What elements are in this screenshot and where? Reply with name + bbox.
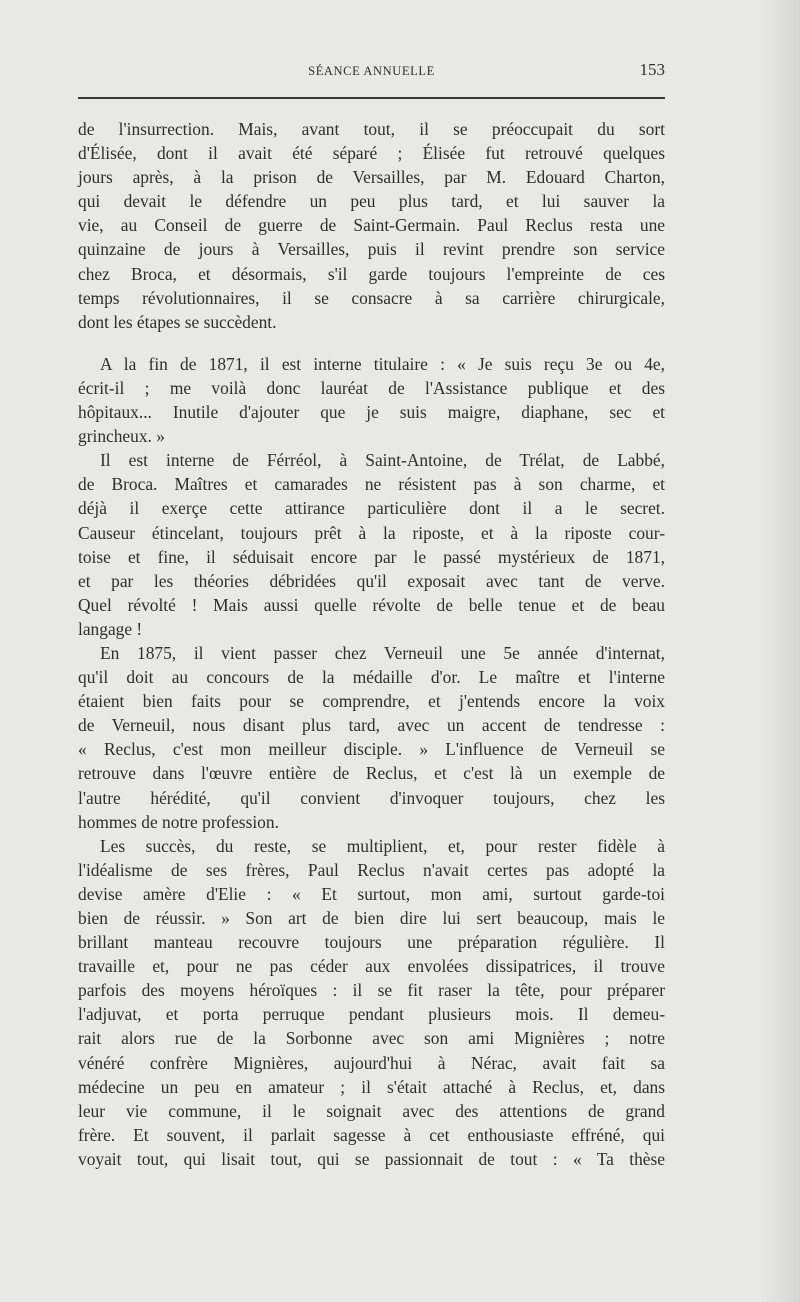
text-line: voyait tout, qui lisait tout, qui se passionnait de tout : « Ta thèse	[78, 1148, 665, 1169]
text-line: l'adjuvat, et porta perruque pendant plusieurs mois. Il demeu-	[78, 1004, 665, 1025]
text-line: brillant manteau recouvre toujours une préparation régulière. Il	[78, 932, 665, 953]
text-line: l'autre hérédité, qu'il convient d'invoquer toujours, chez les	[78, 787, 665, 808]
text-line: travaille et, pour ne pas céder aux envolées dissipatrices, il trouve	[78, 956, 665, 977]
text-line: jours après, à la prison de Versailles, par M. Edouard Charton,	[78, 167, 665, 188]
text-line: A la fin de 1871, il est interne titulaire : « Je suis reçu 3e ou 4e,	[100, 353, 665, 374]
text-line: de l'insurrection. Mais, avant tout, il se préoccupait du sort	[78, 119, 665, 139]
text-line: grincheux. »	[78, 426, 165, 447]
text-line: langage !	[78, 618, 143, 639]
text-line: hôpitaux... Inutile d'ajouter que je suis maigre, diaphane, sec et	[78, 402, 665, 423]
text-line: déjà il exerçe cette attirance particulière dont il a le secret.	[78, 498, 665, 519]
text-line: Il est interne de Férréol, à Saint-Antoine, de Trélat, de Labbé,	[100, 450, 665, 471]
text-line: hommes de notre profession.	[78, 811, 279, 832]
text-line: chez Broca, et désormais, s'il garde toujours l'empreinte de ces	[78, 263, 665, 284]
text-line: dont les étapes se succèdent.	[78, 311, 277, 332]
running-head	[78, 60, 665, 84]
text-line: l'idéalisme de ses frères, Paul Reclus n'avait certes pas adopté la	[78, 859, 665, 880]
text-line: Quel révolté ! Mais aussi quelle révolte de belle tenue et de beau	[78, 594, 665, 615]
text-line: devise amère d'Elie : « Et surtout, mon ami, surtout garde-toi	[78, 883, 665, 904]
text-line: temps révolutionnaires, il se consacre à sa carrière chirurgicale,	[78, 287, 665, 308]
paragraph	[78, 352, 665, 448]
page-number: 153	[639, 60, 665, 79]
running-head-title: SÉANCE ANNUELLE	[308, 64, 435, 78]
paragraph	[78, 641, 665, 834]
text-line: écrit-il ; me voilà donc lauréat de l'Assistance publique et des	[78, 377, 665, 398]
text-line: rait alors rue de la Sorbonne avec son ami Mignières ; notre	[78, 1028, 665, 1049]
text-line: et par les théories débridées qu'il exposait avec tant de verve.	[78, 570, 665, 591]
text-line: retrouve dans l'œuvre entière de Reclus, et c'est là un exemple de	[78, 763, 665, 784]
paragraph	[78, 448, 665, 641]
text-line: toise et fine, il séduisait encore par le passé mystérieux de 1871,	[78, 546, 665, 567]
text-line: de Broca. Maîtres et camarades ne résistent pas à son charme, et	[78, 474, 665, 495]
text-line: médecine un peu en amateur ; il s'était attaché à Reclus, et, dans	[78, 1076, 665, 1097]
page-edge-shadow	[760, 0, 800, 1302]
text-line: étaient bien faits pour se comprendre, et j'entends encore la voix	[78, 691, 665, 712]
text-line: vie, au Conseil de guerre de Saint-Germain. Paul Reclus resta une	[78, 215, 665, 236]
text-line: frère. Et souvent, il parlait sagesse à cet enthousiaste effréné, qui	[78, 1124, 665, 1145]
header-rule	[78, 97, 665, 99]
text-line: parfois des moyens héroïques : il se fit raser la tête, pour préparer	[78, 980, 665, 1001]
text-line: leur vie commune, il le soignait avec des attentions de grand	[78, 1100, 665, 1121]
paragraph	[78, 834, 665, 1171]
text-line: de Verneuil, nous disant plus tard, avec un accent de tendresse :	[78, 715, 665, 736]
text-line: quinzaine de jours à Versailles, puis il revint prendre son service	[78, 239, 665, 260]
paragraph	[78, 117, 665, 334]
body-text	[78, 117, 665, 1171]
text-line: Les succès, du reste, se multiplient, et, pour rester fidèle à	[100, 835, 665, 856]
text-line: qu'il doit au concours de la médaille d'or. Le maître et l'interne	[78, 667, 665, 688]
text-line: « Reclus, c'est mon meilleur disciple. » L'influence de Verneuil se	[78, 739, 665, 760]
text-line: d'Élisée, dont il avait été séparé ; Élisée fut retrouvé quelques	[78, 143, 665, 164]
text-line: Causeur étincelant, toujours prêt à la riposte, et à la riposte cour-	[78, 522, 665, 543]
text-line: bien de réussir. » Son art de bien dire lui sert beaucoup, mais le	[78, 908, 665, 928]
text-line: vénéré confrère Mignières, aujourd'hui à Nérac, avait fait sa	[78, 1052, 665, 1073]
text-line: En 1875, il vient passer chez Verneuil une 5e année d'internat,	[100, 642, 665, 663]
text-line: qui devait le défendre un peu plus tard, et lui sauver la	[78, 191, 665, 212]
